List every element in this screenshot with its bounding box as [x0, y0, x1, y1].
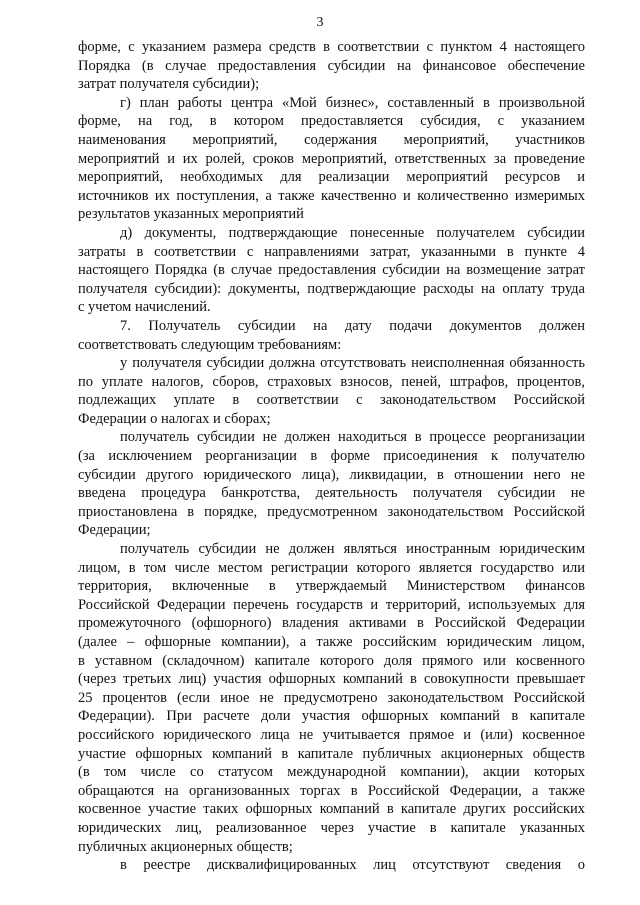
paragraph [78, 428, 585, 540]
text-line: (в том числе со статусом международной компании), акции которых [78, 764, 585, 781]
paragraph [78, 540, 585, 856]
text-line: территория, включенные в утверждаемый Министерством финансов [78, 578, 585, 595]
text-line: Федерации; [78, 522, 151, 539]
text-line: промежуточного (офшорного) владения активами в Российской Федерации [78, 615, 585, 632]
text-line: публичных акционерных обществ; [78, 838, 293, 855]
text-line: затраты в соответствии с направлениями затрат, указанными в пункте 4 [78, 243, 585, 260]
text-line: лицом, в том числе местом регистрации которого является государство или [78, 559, 585, 576]
text-line: 25 процентов (если иное не предусмотрено законодательством Российской [78, 689, 585, 706]
text-line: г) план работы центра «Мой бизнес», составленный в произвольной [120, 94, 585, 111]
text-line: с учетом начислений. [78, 299, 211, 316]
text-line: российского юридического лица не учитывается прямое и (или) косвенное [78, 726, 585, 743]
text-line: получатель субсидии не должен находиться в процессе реорганизации [120, 429, 585, 446]
text-line: форме, на год, в котором предоставляется субсидия, с указанием [78, 113, 585, 130]
text-line: д) документы, подтверждающие понесенные получателем субсидии [120, 224, 585, 241]
text-line: форме, с указанием размера средств в соответствии с пунктом 4 настоящего [78, 39, 585, 55]
text-line: источников их поступления, а также качественно и количественно измеримых [78, 187, 585, 204]
text-line: в реестре дисквалифицированных лиц отсутствуют сведения о [120, 857, 585, 874]
text-line: настоящего Порядка (в случае предоставления субсидии на возмещение затрат [78, 262, 585, 279]
text-line: (далее – офшорные компании), а также российским юридическим лицом, [78, 634, 585, 650]
text-line: юридических лиц, реализованное через участие в капитале указанных [78, 819, 585, 836]
paragraph [78, 224, 585, 317]
text-line: подлежащих уплате в соответствии с законодательством Российской [78, 392, 585, 409]
text-line: Федерации о налогах и сборах; [78, 410, 271, 427]
text-line: обращаются на организованных торгах в Российской Федерации, а также [78, 782, 585, 799]
text-line: получатель субсидии не должен являться иностранным юридическим [120, 541, 585, 558]
text-line: в уставном (складочном) капитале которого доля прямого или косвенного [78, 652, 585, 669]
text-line: приостановлена в порядке, предусмотренном законодательством Российской [78, 503, 585, 520]
paragraph [78, 317, 585, 354]
text-line: (за исключением реорганизации в форме присоединения к получателю [78, 448, 585, 465]
document-body [78, 38, 585, 875]
paragraph [78, 354, 585, 428]
text-line: Порядка (в случае предоставления субсидии на финансовое обеспечение [78, 57, 585, 74]
text-line: введена процедура банкротства, деятельность получателя субсидии не [78, 485, 585, 502]
text-line: мероприятий и их ролей, сроков мероприятий, ответственных за проведение [78, 150, 585, 167]
text-line: 7. Получатель субсидии на дату подачи документов должен [120, 317, 585, 334]
text-line: затрат получателя субсидии); [78, 76, 260, 93]
text-line: Российской Федерации перечень государств и территорий, используемых для [78, 596, 585, 613]
text-line: соответствовать следующим требованиям: [78, 336, 342, 353]
text-line: результатов указанных мероприятий [78, 206, 304, 223]
text-line: мероприятий, необходимых для реализации мероприятий ресурсов и [78, 169, 585, 186]
page-number: 3 [316, 15, 324, 30]
text-line: субсидии другого юридического лица), ликвидации, в отношении него не [78, 466, 585, 483]
text-line: (через третьих лиц) участия офшорных компаний в совокупности превышает [78, 671, 585, 688]
paragraph [78, 94, 585, 224]
paragraph [78, 856, 585, 875]
text-line: участие офшорных компаний в капитале публичных акционерных обществ [78, 745, 585, 762]
text-line: получателя субсидии): документы, подтверждающие расходы на оплату труда [78, 280, 585, 297]
text-line: у получателя субсидии должна отсутствовать неисполненная обязанность [120, 355, 585, 372]
text-line: по уплате налогов, сборов, страховых взносов, пеней, штрафов, процентов, [78, 373, 585, 390]
text-line: косвенное участие таких офшорных компаний в капитале других российских [78, 801, 585, 818]
text-line: наименования мероприятий, содержания мероприятий, участников [78, 131, 585, 148]
text-line: Федерации). При расчете доли участия офшорных компаний в капитале [78, 708, 585, 725]
paragraph [78, 38, 585, 94]
